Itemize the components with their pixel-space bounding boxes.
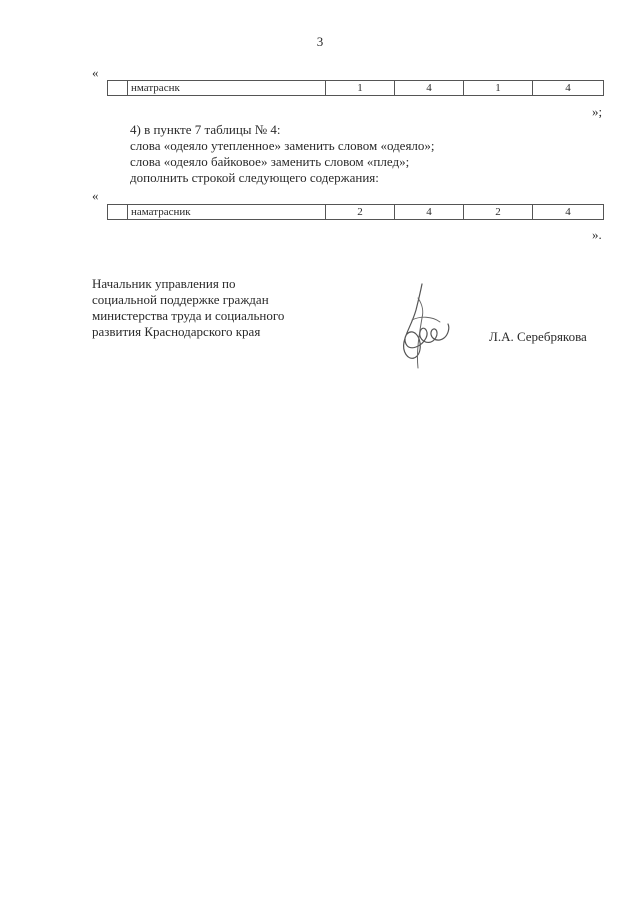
table-cell-value: 1 — [326, 81, 395, 96]
table-cell-item: наматрасник — [128, 205, 326, 220]
table-cell-value: 4 — [395, 205, 464, 220]
table-row-1 — [107, 80, 604, 96]
signatory-title-line: Начальник управления по — [92, 276, 236, 291]
amendment-text — [130, 122, 435, 186]
table-cell-value: 4 — [533, 81, 604, 96]
table-cell-item: нматраснк — [128, 81, 326, 96]
table-cell-blank — [108, 205, 128, 220]
amendment-line: слова «одеяло утепленное» заменить словом «одеяло»; — [130, 138, 435, 153]
table-cell-value: 1 — [464, 81, 533, 96]
signer-name: Л.А. Серебрякова — [489, 329, 587, 344]
amendment-line: слова «одеяло байковое» заменить словом «плед»; — [130, 154, 410, 169]
signatory-title — [92, 276, 284, 340]
amendment-line: 4) в пункте 7 таблицы № 4: — [130, 122, 281, 137]
opening-quote: « — [92, 188, 99, 203]
handwritten-signature — [392, 280, 462, 372]
table-cell-value: 2 — [464, 205, 533, 220]
page-number: 3 — [316, 34, 324, 49]
opening-quote: « — [92, 65, 99, 80]
signatory-title-line: социальной поддержке граждан — [92, 292, 269, 307]
signatory-title-line: министерства труда и социального — [92, 308, 285, 323]
closing-quote: »; — [592, 104, 603, 119]
table-cell-value: 2 — [326, 205, 395, 220]
table-cell-value: 4 — [533, 205, 604, 220]
table-cell-blank — [108, 81, 128, 96]
signatory-title-line: развития Краснодарского края — [92, 324, 261, 339]
table-row-2 — [107, 204, 604, 220]
table-cell-value: 4 — [395, 81, 464, 96]
amendment-line: дополнить строкой следующего содержания: — [130, 170, 379, 185]
closing-quote: ». — [592, 227, 602, 242]
